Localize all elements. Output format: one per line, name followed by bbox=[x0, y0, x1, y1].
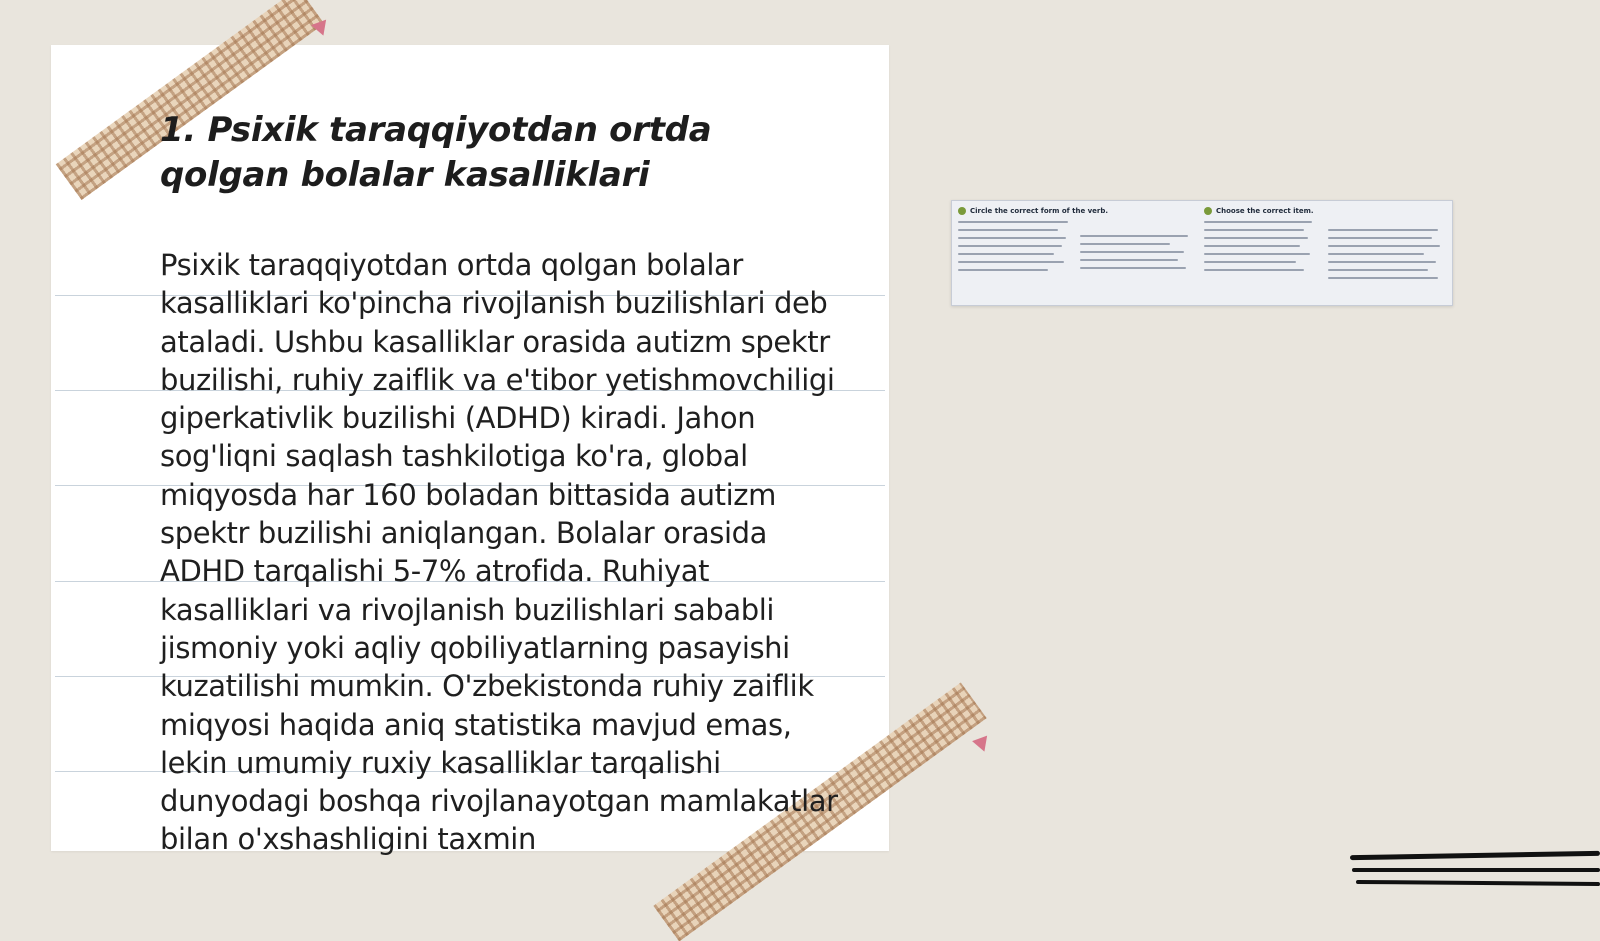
exercise-number-icon bbox=[958, 207, 966, 215]
slide-title: 1. Psixik taraqqiyotdan ortda qolgan bolalar kasalliklari bbox=[160, 110, 712, 195]
worksheet-right-heading: Choose the correct item. bbox=[1216, 207, 1314, 215]
brush-stroke-decoration bbox=[1352, 868, 1600, 872]
worksheet-image bbox=[951, 200, 1453, 306]
slide-body-text: Psixik taraqqiyotdan ortda qolgan bolalar kasalliklari ko'pincha rivojlanish buzilishlari deb ataladi. Ushbu kasalliklar orasida autizm spektr buzilishi, ruhiy zaiflik va e'tibor yetishmovchiligi giperkativlik buzilishi (ADHD) kiradi. Jahon sog'liqni saqlash tashkilotiga ko'ra, global miqyosda har 160 boladan bittasida autizm spektr buzilishi aniqlangan. Bolalar orasida ADHD tarqalishi 5-7% atrofida. Ruhiyat kasalliklari va rivojlanish buzilishlari sababli jismoniy yoki aqliy qobiliyatlarning pasayishi kuzatilishi mumkin. O'zbekistonda ruhiy zaiflik miqyosi haqida aniq statistika mavjud emas, lekin umumiy ruxiy kasalliklar tarqalishi dunyodagi boshqa rivojlanayotgan mamlakatlar bilan o'xshashligini taxmin bbox=[160, 248, 838, 857]
worksheet-far-right-column bbox=[1328, 223, 1446, 279]
brush-stroke-decoration bbox=[1350, 851, 1600, 860]
exercise-number-icon bbox=[1204, 207, 1212, 215]
pin-bottom-icon bbox=[972, 736, 992, 755]
worksheet-left-heading: Circle the correct form of the verb. bbox=[970, 207, 1109, 215]
brush-stroke-decoration bbox=[1356, 880, 1600, 886]
worksheet-mid-column bbox=[1080, 229, 1190, 269]
